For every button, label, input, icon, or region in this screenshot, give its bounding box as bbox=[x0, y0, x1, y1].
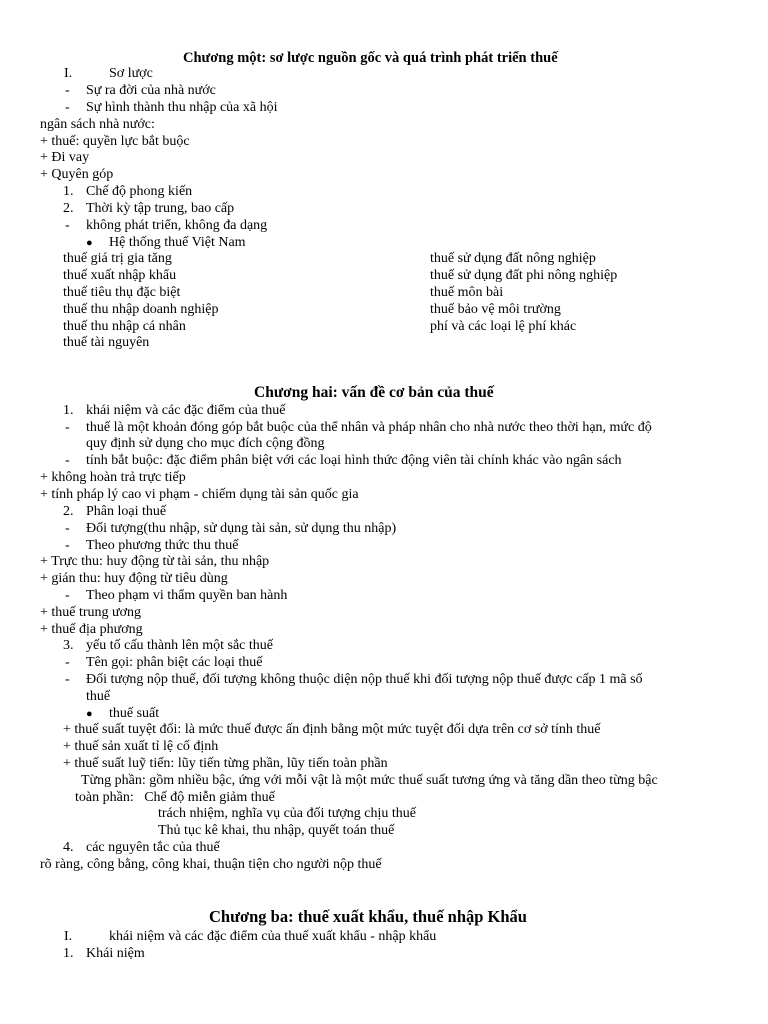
paragraph: Thủ tục kê khai, thu nhập, quyết toán thuế bbox=[158, 823, 395, 838]
section-number: I. bbox=[64, 66, 73, 81]
tax-right-item: phí và các loại lệ phí khác bbox=[430, 319, 577, 334]
list-item-continuation: quy định sử dụng cho mục đích cộng đồng bbox=[86, 436, 325, 451]
plus-item: + Đi vay bbox=[40, 150, 90, 165]
section-label: Sơ lược bbox=[109, 66, 153, 81]
list-item: Khái niệm bbox=[86, 946, 145, 961]
list-item: Sự hình thành thu nhập của xã hội bbox=[86, 100, 278, 115]
dash-marker: - bbox=[65, 588, 70, 603]
section-label: khái niệm và các đặc điểm của thuế xuất khẩu - nhập khẩu bbox=[109, 929, 437, 944]
dash-marker: - bbox=[65, 655, 70, 670]
tax-left-item: thuế tài nguyên bbox=[63, 335, 150, 350]
tax-right-item: thuế môn bài bbox=[430, 285, 504, 300]
number-marker: 3. bbox=[63, 638, 74, 653]
tax-left-item: thuế thu nhập doanh nghiệp bbox=[63, 302, 219, 317]
list-item: Thời kỳ tập trung, bao cấp bbox=[86, 201, 235, 216]
bullet-icon: ● bbox=[86, 708, 93, 720]
plus-item: + thuế suất tuyệt đối: là mức thuế được ấn định bằng một mức tuyệt đối dựa trên cơ sở tính thuế bbox=[63, 722, 601, 737]
number-marker: 2. bbox=[63, 201, 74, 216]
chapter-two-title: Chương hai: vấn đề cơ bản của thuế bbox=[254, 384, 494, 401]
tax-right-item: thuế sử dụng đất nông nghiệp bbox=[430, 251, 596, 266]
paragraph: ngân sách nhà nước: bbox=[40, 117, 155, 132]
list-item: Theo phương thức thu thuế bbox=[86, 538, 239, 553]
list-item-continuation: thuế bbox=[86, 689, 111, 704]
number-marker: 2. bbox=[63, 504, 74, 519]
number-marker: 1. bbox=[63, 946, 74, 961]
dash-marker: - bbox=[65, 218, 70, 233]
list-item: các nguyên tắc của thuế bbox=[86, 840, 220, 855]
list-item: thuế là một khoản đóng góp bắt buộc của thể nhân và pháp nhân cho nhà nước theo thời hạn, mức độ bbox=[86, 420, 652, 435]
paragraph: Từng phần: gồm nhiều bậc, ứng với mỗi vật là một mức thuế suất tương ứng và tăng dần theo từng bậc bbox=[81, 773, 658, 788]
plus-item: + tính pháp lý cao vi phạm - chiếm dụng tài sản quốc gia bbox=[40, 487, 359, 502]
chapter-one-title: Chương một: sơ lược nguồn gốc và quá trình phát triển thuế bbox=[183, 50, 558, 66]
list-item: thuế suất bbox=[109, 706, 160, 721]
list-item: Chế độ phong kiến bbox=[86, 184, 193, 199]
paragraph: rõ ràng, công bằng, công khai, thuận tiện cho người nộp thuế bbox=[40, 857, 382, 872]
plus-item: + thuế địa phương bbox=[40, 622, 143, 637]
list-item: yếu tố cấu thành lên một sắc thuế bbox=[86, 638, 273, 653]
chapter-three-title: Chương ba: thuế xuất khẩu, thuế nhập Khẩu bbox=[209, 907, 527, 926]
tax-left-item: thuế thu nhập cá nhân bbox=[63, 319, 186, 334]
tax-left-item: thuế xuất nhập khẩu bbox=[63, 268, 177, 283]
list-item: khái niệm và các đặc điểm của thuế bbox=[86, 403, 286, 418]
tax-right-item: thuế sử dụng đất phi nông nghiệp bbox=[430, 268, 618, 283]
tax-left-item: thuế tiêu thụ đặc biệt bbox=[63, 285, 181, 300]
plus-item: + thuế trung ương bbox=[40, 605, 142, 620]
plus-item: + thuế sản xuất tỉ lệ cố định bbox=[63, 739, 219, 754]
dash-marker: - bbox=[65, 521, 70, 536]
section-number: I. bbox=[64, 929, 73, 944]
paragraph: trách nhiệm, nghĩa vụ của đối tượng chịu thuế bbox=[158, 806, 416, 821]
list-item: tính bắt buộc: đặc điểm phân biệt với các loại hình thức động viên tài chính khác vào ngân sách bbox=[86, 453, 622, 468]
list-item: Hệ thống thuế Việt Nam bbox=[109, 235, 246, 250]
list-item: Theo phạm vi thẩm quyền ban hành bbox=[86, 588, 288, 603]
tax-left-item: thuế giá trị gia tăng bbox=[63, 251, 172, 266]
number-marker: 1. bbox=[63, 403, 74, 418]
plus-item: + Trực thu: huy động từ tài sản, thu nhập bbox=[40, 554, 270, 569]
bullet-icon: ● bbox=[86, 237, 93, 249]
plus-item: + gián thu: huy động từ tiêu dùng bbox=[40, 571, 228, 586]
list-item: Tên gọi: phân biệt các loại thuế bbox=[86, 655, 263, 670]
list-item: Sự ra đời của nhà nước bbox=[86, 83, 216, 98]
dash-marker: - bbox=[65, 672, 70, 687]
dash-marker: - bbox=[65, 420, 70, 435]
number-marker: 1. bbox=[63, 184, 74, 199]
list-item: Đối tượng(thu nhập, sử dụng tài sản, sử dụng thu nhập) bbox=[86, 521, 397, 536]
plus-item: + thuế suất luỹ tiến: lũy tiến từng phần, lũy tiến toàn phần bbox=[63, 756, 388, 771]
list-item: không phát triển, không đa dạng bbox=[86, 218, 268, 233]
dash-marker: - bbox=[65, 538, 70, 553]
list-item: Đối tượng nộp thuế, đối tượng không thuộc diện nộp thuế khi đối tượng nộp thuế được cấp 1 mã số bbox=[86, 672, 643, 687]
dash-marker: - bbox=[65, 100, 70, 115]
plus-item: + thuế: quyền lực bắt buộc bbox=[40, 134, 190, 149]
tax-right-item: thuế bảo vệ môi trường bbox=[430, 302, 561, 317]
number-marker: 4. bbox=[63, 840, 74, 855]
plus-item: + không hoàn trả trực tiếp bbox=[40, 470, 186, 485]
dash-marker: - bbox=[65, 83, 70, 98]
list-item: Phân loại thuế bbox=[86, 504, 167, 519]
plus-item: + Quyên góp bbox=[40, 167, 114, 182]
dash-marker: - bbox=[65, 453, 70, 468]
paragraph: toàn phần: Chế độ miễn giảm thuế bbox=[75, 790, 275, 805]
